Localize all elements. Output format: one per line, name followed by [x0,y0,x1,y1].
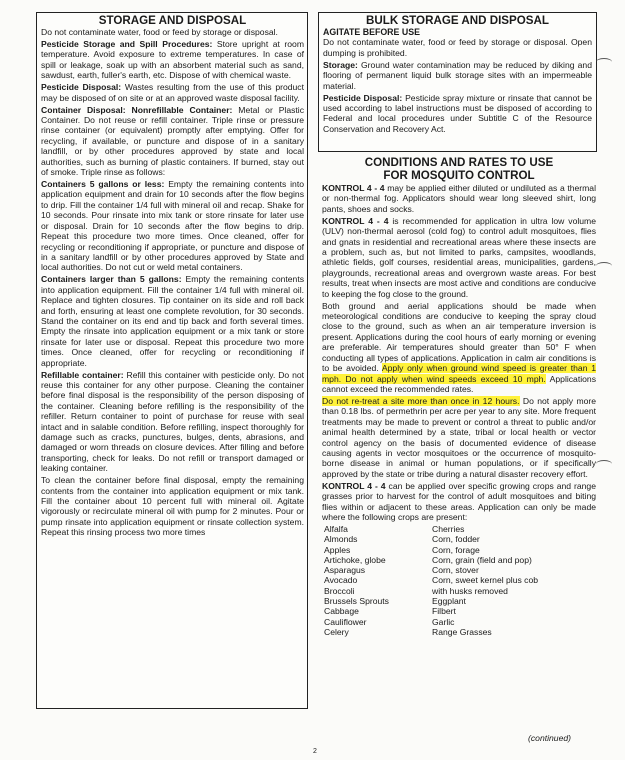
container-text: Metal or Plastic Container. Do not reuse or refill container. Triple rinse or pressure rinse container (or equivalent) promptly after emptying. Offer for recycling, if available, or puncture and dispose of in a sanitary landfill, or by other procedures approved by state and local authorities, such as burning of plastic containers. If burned, stay out of smoke. Triple rinse as follows: [41,104,305,178]
product-name: KONTROL 4 - 4 [322,215,389,226]
crop-item: Corn, forage [432,544,480,555]
container-heading: Container Disposal: Nonrefillable Container: [41,104,233,115]
clean-container: To clean the container before final disposal, empty the remaining contents from the container into application equipment or mix tank. Fill the container about 10 percent full with mineral oil. Agitate vigorously or recirculate mineral oil with pump for 2 minutes. Pour or pump rinsate into application equipment or rinsate collection system. Repeat this rinsing process two more times [41,475,304,538]
bulk-storage [323,60,592,91]
conditions-p5-text: can be applied over specific growing crops and range grasses prior to harvest for the control of adult mosquitoes and biting flies within or adjacent to these areas. Application can only be made where the following crops are present: [322,480,596,522]
wind-speed-highlight: Apply only when ground wind speed is greater than 1 mph. Do not apply when wind speeds exceed 10 mph. [322,363,596,384]
crop-list-right [432,524,538,637]
conditions-p4 [322,396,596,479]
crop-item: Cabbage [324,606,359,617]
crop-item: Asparagus [324,565,366,576]
small-containers [41,179,304,273]
bulk-intro: Do not contaminate water, food or feed by storage or disposal. Open dumping is prohibited. [323,37,592,58]
crop-item: Apples [324,544,351,555]
refill-text: Refill this container with pesticide only. Do not reuse this container for any other purpose. Cleaning the container before final disposal is the responsibility of the person disposing of the container. Cleaning before refilling is the responsibility of the refiller. Return container to point of purchase for reuse with seal intact and in salable condition. Before refilling, inspect thoroughly for damage such as cracks, punctures, bulges, dents, abrasions, and damaged or worn threads on closure devices. After filling and before transporting, check for leaks. Do not refill or transport damaged or leaking container. [41,369,305,474]
crop-list [322,524,596,637]
crop-list-left [324,524,432,637]
large-containers [41,274,304,368]
crop-item: Corn, grain (field and pop) [432,554,532,565]
conditions-p1 [322,183,596,214]
crop-item: Artichoke, globe [324,554,386,565]
disposal-text: Wastes resulting from the use of this product may be disposed of on site or at an approved waste disposal facility. [41,82,304,103]
crop-item: Eggplant [432,596,466,607]
conditions-p3-text: Both ground and aerial applications should be made when meteorological conditions are conducive to keeping the spray cloud close to the ground, such as when an air temperature inversion is present. Applications during the cool hours of early morning or evening are preferable. Air temperatures should greater than 50° F when conducting all types of applications. Application in calm air conditions is to be avoided. [322,300,596,374]
conditions-p1-text: may be applied either diluted or undiluted as a thermal or non-thermal fog. Applicators should wear long sleeved shirt, long pants, shoes and socks. [322,183,596,214]
product-name: KONTROL 4 - 4 [322,183,385,193]
refillable-container [41,370,304,474]
small-text: Empty the remaining contents into application equipment and drain for 10 seconds after the flow begins to drip. Fill the container 1/4 full with mineral oil and recap. Shake for 10 seconds. Pour rinsate into mix tank or store rinsate for later use or disposal. Drain for 10 seconds after the flow begins to drip. Repeat this procedure two more times. Once cleaned, offer for recycling or reconditioning if appropriate, or puncture and dispose of in a sanitary landfill or by other procedures approved by State and local authorities. Do not cut or weld metal containers. [41,179,304,273]
conditions-p2 [322,216,596,299]
crop-item: Corn, fodder [432,534,480,545]
page-curl-icon [596,58,612,66]
retreat-highlight: Do not re-treat a site more than once in 12 hours. [322,395,520,406]
pesticide-disposal [41,82,304,103]
conditions-title-line2: FOR MOSQUITO CONTROL [383,169,535,182]
conditions-title-line1: CONDITIONS AND RATES TO USE [364,156,554,169]
page-curl-icon [596,262,612,270]
small-heading: Containers 5 gallons or less: [41,179,165,190]
large-heading: Containers larger than 5 gallons: [41,274,182,285]
bulk-storage-heading: Storage: [323,59,358,70]
agitate-notice: AGITATE BEFORE USE [323,27,420,37]
conditions-p4-text: Do not apply more than 0.18 lbs. of permethrin per acre per year to any site. More frequent treatments may be made to prevent or control a threat to public and/or animal health determined by a state, tribal or local health or vector control agency on the basis of documented evidence of disease causing agents in vector mosquitoes or the occurrence of mosquito-borne disease in animal or human populations, or if specifically approved by the state or tribe during a natural disaster recovery effort. [322,395,597,479]
crop-item: Cherries [432,523,465,534]
storage-intro: Do not contaminate water, food or feed by storage or disposal. [41,27,278,37]
crop-item: Garlic [432,616,455,627]
crop-item: Corn, sweet kernel plus cob [432,575,539,586]
bulk-title: BULK STORAGE AND DISPOSAL [366,14,549,27]
container-disposal [41,105,304,178]
crop-item: Almonds [324,534,358,545]
storage-procedures [41,39,304,81]
procedures-text: Store upright at room temperature. Avoid exposure to extreme temperatures. In case of spill or leakage, soak up with an absorbent material such as sand, sawdust, earth, fuller's earth, etc. Dispose of with chemical waste. [41,39,304,81]
crop-item: Brussels Sprouts [324,596,389,607]
page-curl-icon [596,460,612,468]
storage-title: STORAGE AND DISPOSAL [98,14,247,27]
crop-item: Cauliflower [324,616,367,627]
crop-item: Alfalfa [324,523,348,534]
conditions-p3 [322,301,596,395]
bulk-storage-panel [318,12,597,152]
product-name: KONTROL 4 - 4 [322,480,386,491]
conditions-p3-tail: Applications cannot exceed the recommended rates. [322,373,596,394]
crop-item: Filbert [432,606,456,617]
bulk-disposal-heading: Pesticide Disposal: [323,92,403,103]
large-text: Empty the remaining contents into application equipment. Fill the container 1/4 full with mineral oil. Replace and tighten closures. Tip container on its side and roll back and forth, ensuring at least one complete revolution, for 30 seconds. Stand the container on its end and tip back and forth several times. Empty the rinsate into application equipment or a mix tank or store rinsate for later use or disposal. Repeat this procedure two more times. Once cleaned, offer for recycling or reconditioning if appropriate. [41,274,305,368]
continued-label: (continued) [528,733,571,743]
bulk-disposal [323,93,592,135]
crop-item: Avocado [324,575,358,586]
crop-item: with husks removed [432,585,508,596]
refill-heading: Refillable container: [41,369,124,380]
bulk-disposal-text: Pesticide spray mixture or rinsate that cannot be used according to label instructions must be disposed of according to Federal and local procedures under Subtitle C of the Resource Conservation and Recovery Act. [323,92,593,134]
crop-item: Range Grasses [432,626,492,637]
bulk-storage-text: Ground water contamination may be reduced by diking and flooring of permanent liquid bulk storage sites with an impermeable material. [323,59,592,91]
disposal-heading: Pesticide Disposal: [41,82,122,93]
crop-item: Broccoli [324,585,355,596]
procedures-heading: Pesticide Storage and Spill Procedures: [41,39,213,49]
crop-item: Celery [324,626,349,637]
conditions-p2-text: is recommended for application in ultra low volume (ULV) non-thermal aerosol (cold fog) to control adult mosquitoes, flies and gnats in residential and recreational areas where these insects are a problem, such as, but not limited to parks, campsites, woodlands, athletic fields, golf courses, residential areas, municipalities, gardens, playgrounds, recreational areas and overgrown waste areas. For best results, treat when insects are most active and conditions are conducive to keeping the fog close to the ground. [322,215,596,299]
conditions-section [318,156,600,637]
page-number: 2 [313,748,317,755]
conditions-p5 [322,481,596,523]
crop-item: Corn, stover [432,565,479,576]
storage-disposal-panel [36,12,308,709]
